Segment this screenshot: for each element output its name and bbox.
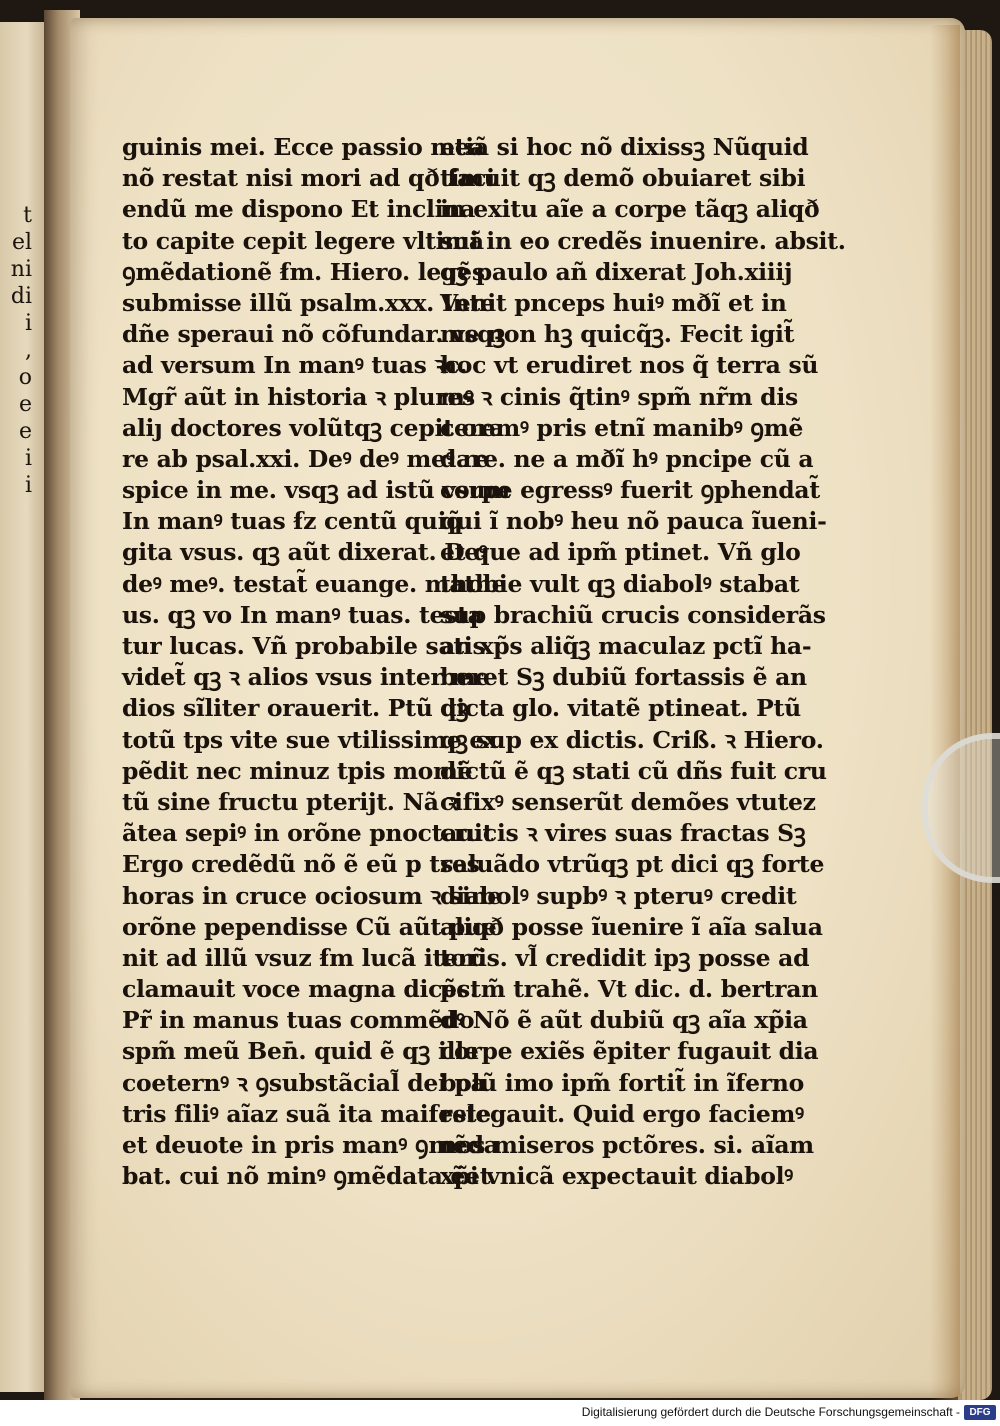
text-line: pẽdit nec minuz tpis momẽ bbox=[122, 756, 473, 785]
text-line: an xp̃s aliq̃ꝫ maculaz pctĩ ha- bbox=[440, 632, 812, 660]
margin-fragment: el bbox=[11, 230, 32, 255]
text-line: clamauit voce magna dicẽs. bbox=[122, 975, 478, 1004]
text-line: corpe egressꝰ fuerit ꝯphendat̃ bbox=[440, 476, 820, 505]
text-line: ꝯmẽdationẽ ẜm. Hiero. legẽs bbox=[122, 257, 485, 286]
text-line: tũ sine fructu pterijt. Nã ꝛ bbox=[122, 787, 458, 816]
text-line: nõ restat nisi mori ad qð faci bbox=[122, 164, 495, 193]
text-line: beret Sꝫ dubiũ fortassis ẽ an bbox=[440, 663, 807, 692]
text-line: sup brachiũ crucis considerãs bbox=[440, 600, 826, 629]
text-line: saluãdo vtrũqꝫ pt dici qꝫ forte bbox=[440, 850, 825, 879]
text-line: pctm̃ trahẽ. Vt dic. d. bertran bbox=[440, 975, 818, 1004]
text-line: bolũ imo ipm̃ fortit̃ in ĩferno bbox=[440, 1068, 804, 1097]
text-line: totũ tps vite sue vtilissime ex bbox=[122, 725, 498, 754]
text-line: me non hꝫ quicq̃ꝫ. Fecit igit̃ bbox=[440, 320, 795, 349]
margin-fragment: t bbox=[23, 203, 32, 228]
text-line: toris. vl̃ credidit ipꝫ posse ad bbox=[440, 943, 810, 972]
text-line: tur lucas. Vñ probabile satis bbox=[122, 632, 486, 660]
text-line: et que ad ipm̃ ptinet. Vñ glo bbox=[440, 538, 801, 567]
text-line: In manꝰ tuas ẜz centũ quiq̃ bbox=[122, 507, 463, 536]
text-line: crucis ꝛ vires suas fractas Sꝫ bbox=[440, 819, 806, 848]
text-line: corpe exiẽs ẽpiter fugauit dia bbox=[440, 1037, 819, 1066]
text-line: dñe speraui nõ cõfundar. vsqꝫ bbox=[122, 320, 506, 349]
text-line: Mgr̃ aũt in historia ꝛ plures bbox=[122, 382, 475, 411]
text-line: gita vsus. qꝫ aũt dixerat. Deꝰ bbox=[122, 538, 488, 567]
text-line: orõne pependisse Cũ aũt pue bbox=[122, 912, 497, 941]
text-line: xp̃i vnicã expectauit diabolꝰ bbox=[440, 1162, 793, 1191]
margin-fragment: e bbox=[18, 392, 32, 417]
text-line: in exitu aĩe a corpe tãqꝫ aliqð bbox=[440, 195, 820, 224]
text-line: endũ me dispono Et inclina bbox=[122, 195, 476, 224]
page-edge-shadow bbox=[930, 25, 960, 1400]
text-line: diabolꝰ supbꝰ ꝛ pteruꝰ credit bbox=[440, 881, 797, 910]
text-line: relegauit. Quid ergo faciemꝰ bbox=[440, 1099, 804, 1128]
footer-bar bbox=[0, 1400, 1000, 1426]
text-line: nos miseros pctõres. si. aĩam bbox=[440, 1131, 814, 1159]
text-line: ãtea sepiꝰ in orõne pnoctauit bbox=[122, 819, 494, 848]
text-line: et deuote in pris manꝰ ꝯmẽda bbox=[122, 1131, 499, 1159]
margin-fragment: , bbox=[25, 338, 32, 363]
text-line: spice in me. vsqꝫ ad istũ vsum bbox=[122, 476, 510, 505]
text-column-left bbox=[122, 132, 510, 1192]
text-line: aliqð posse ĩuenire ĩ aĩa salua bbox=[440, 912, 823, 941]
text-line: spm̃ meũ Ben̄. quid ẽ qꝫ ille bbox=[122, 1037, 479, 1066]
text-line: re ab psal.xxi. Deꝰ deꝰ meꝰ re bbox=[122, 444, 490, 473]
text-line: hoc vt erudiret nos q̃ terra sũ bbox=[440, 351, 819, 380]
text-line: dios sĩliter orauerit. Ptũ qꝫ bbox=[122, 694, 469, 723]
text-line: videt̃ qꝫ ꝛ alios vsus inter me bbox=[122, 663, 490, 692]
text-line: guinis mei. Ecce passio mea bbox=[122, 133, 485, 161]
margin-fragment: e bbox=[18, 419, 32, 444]
text-line: cifixꝰ senserũt demões vtutez bbox=[440, 787, 816, 816]
text-line: dicta glo. vitatẽ ptineat. Ptũ bbox=[440, 694, 801, 723]
text-line: dꝰ Nõ ẽ aũt dubiũ qꝫ aĩa xp̃ia bbox=[440, 1006, 808, 1035]
text-line: thobie vult qꝫ diabolꝰ stabat bbox=[440, 569, 800, 598]
text-line: etiã si hoc nõ dixissꝫ Nũquid bbox=[440, 133, 809, 161]
facing-page-text bbox=[2, 202, 32, 499]
funding-note: Digitalisierung gefördert durch die Deutsche Forschungsgemeinschaft - bbox=[581, 1405, 960, 1419]
text-line: sui in eo credẽs inuenire. absit. bbox=[440, 226, 846, 255]
text-line: coeternꝰ ꝛ ꝯsubstãcial̃ dei pa bbox=[122, 1068, 486, 1097]
text-line: Venit pnceps huiꝰ mðĩ et in bbox=[440, 288, 787, 317]
text-line: timuit qꝫ demõ obuiaret sibi bbox=[440, 164, 806, 193]
text-line: aliȷ doctores volũtqꝫ cepit ora bbox=[122, 413, 504, 442]
margin-fragment: o bbox=[18, 365, 32, 390]
text-line: qꝫ sup ex dictis. Criß. ꝛ Hiero. bbox=[440, 725, 824, 754]
facing-page-fragment bbox=[0, 22, 46, 1392]
margin-fragment: ni bbox=[10, 257, 32, 282]
text-line: qui ĩ nobꝰ heu nõ pauca ĩueni- bbox=[440, 507, 827, 536]
text-line: dictũ ẽ qꝫ stati cũ dñs fuit cru bbox=[440, 756, 827, 785]
text-line: horas in cruce ociosum ꝛ sine bbox=[122, 881, 502, 910]
text-line: deꝰ meꝰ. testat̃ euange. mathe bbox=[122, 569, 507, 598]
text-line: tris filiꝰ aĩaz suã ita maifeste bbox=[122, 1099, 491, 1128]
dfg-logo: DFG bbox=[964, 1405, 996, 1420]
text-line: nit ad illũ vsuz ẜm lucã iterũ bbox=[122, 943, 487, 972]
text-line: us. qꝫ vo In manꝰ tuas. testa bbox=[122, 600, 483, 629]
text-line: ceremꝰ pris etnĩ manibꝰ ꝯmẽ bbox=[440, 413, 803, 442]
text-line: Pr̃ in manus tuas commẽdo bbox=[122, 1006, 475, 1035]
margin-fragment: i bbox=[24, 311, 32, 336]
text-line: submisse illũ psalm.xxx. Inte bbox=[122, 288, 495, 317]
text-line: Ergo credẽdũ nõ ẽ eũ p tres bbox=[122, 850, 480, 879]
margin-fragment: i bbox=[24, 473, 32, 498]
text-line: mꝰ ꝛ cinis q̃tinꝰ spm̃ nr̃m dis bbox=[440, 382, 798, 411]
text-line: bat. cui nõ minꝰ ꝯmẽdata ẽet bbox=[122, 1162, 491, 1191]
text-line: dare. ne a mðĩ hꝰ pncipe cũ a bbox=[440, 444, 814, 473]
text-line: ad versum In manꝰ tuas ꝛc. bbox=[122, 351, 468, 380]
text-line: qꝫ paulo añ dixerat Joh.xiiij bbox=[440, 257, 793, 286]
margin-fragment: i bbox=[24, 446, 32, 471]
text-line: to capite cepit legere vltimã bbox=[122, 226, 484, 255]
margin-fragment: di bbox=[10, 284, 32, 309]
text-column-right bbox=[440, 132, 846, 1192]
